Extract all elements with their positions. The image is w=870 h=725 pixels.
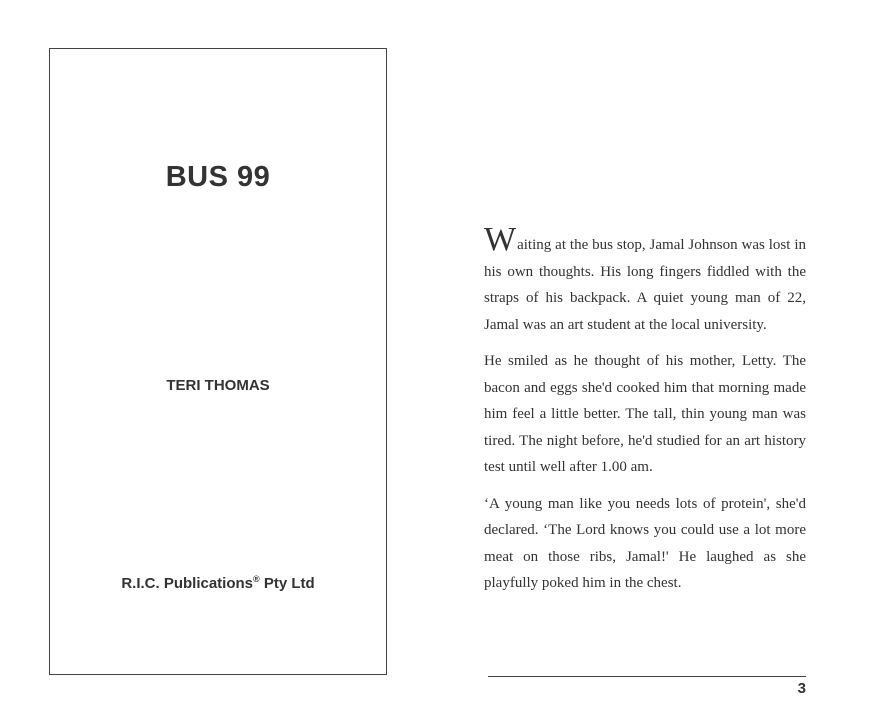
paragraph-1-text: aiting at the bus stop, Jamal Johnson was lost in his own thoughts. His long fingers fiddled with the straps of his backpack. A quiet young man of 22, Jamal was an art student at the local university. [484,237,806,333]
paragraph-2: He smiled as he thought of his mother, Letty. The bacon and eggs she'd cooked him that morning made him feel a little better. The tall, thin young man was tired. The night before, he'd studied for an art history test until well after 1.00 am. [484,353,806,475]
publisher [50,574,386,592]
paragraph-3: ‘A young man like you needs lots of protein', she'd declared. ‘The Lord knows you could use a lot more meat on those ribs, Jamal!' He laughed as she playfully poked him in the chest. [484,495,806,591]
publisher-name: R.I.C. Publications [121,575,254,592]
story-text [484,221,806,607]
page-number: 3 [797,680,806,697]
author-name: TERI THOMAS [166,377,270,394]
footer-rule [488,676,806,677]
title-page [49,48,387,675]
publisher-suffix: Pty Ltd [259,575,315,592]
drop-cap: W [484,221,517,258]
paragraph-1 [484,221,806,338]
registered-mark: ® [253,574,260,584]
book-title: BUS 99 [165,161,271,193]
